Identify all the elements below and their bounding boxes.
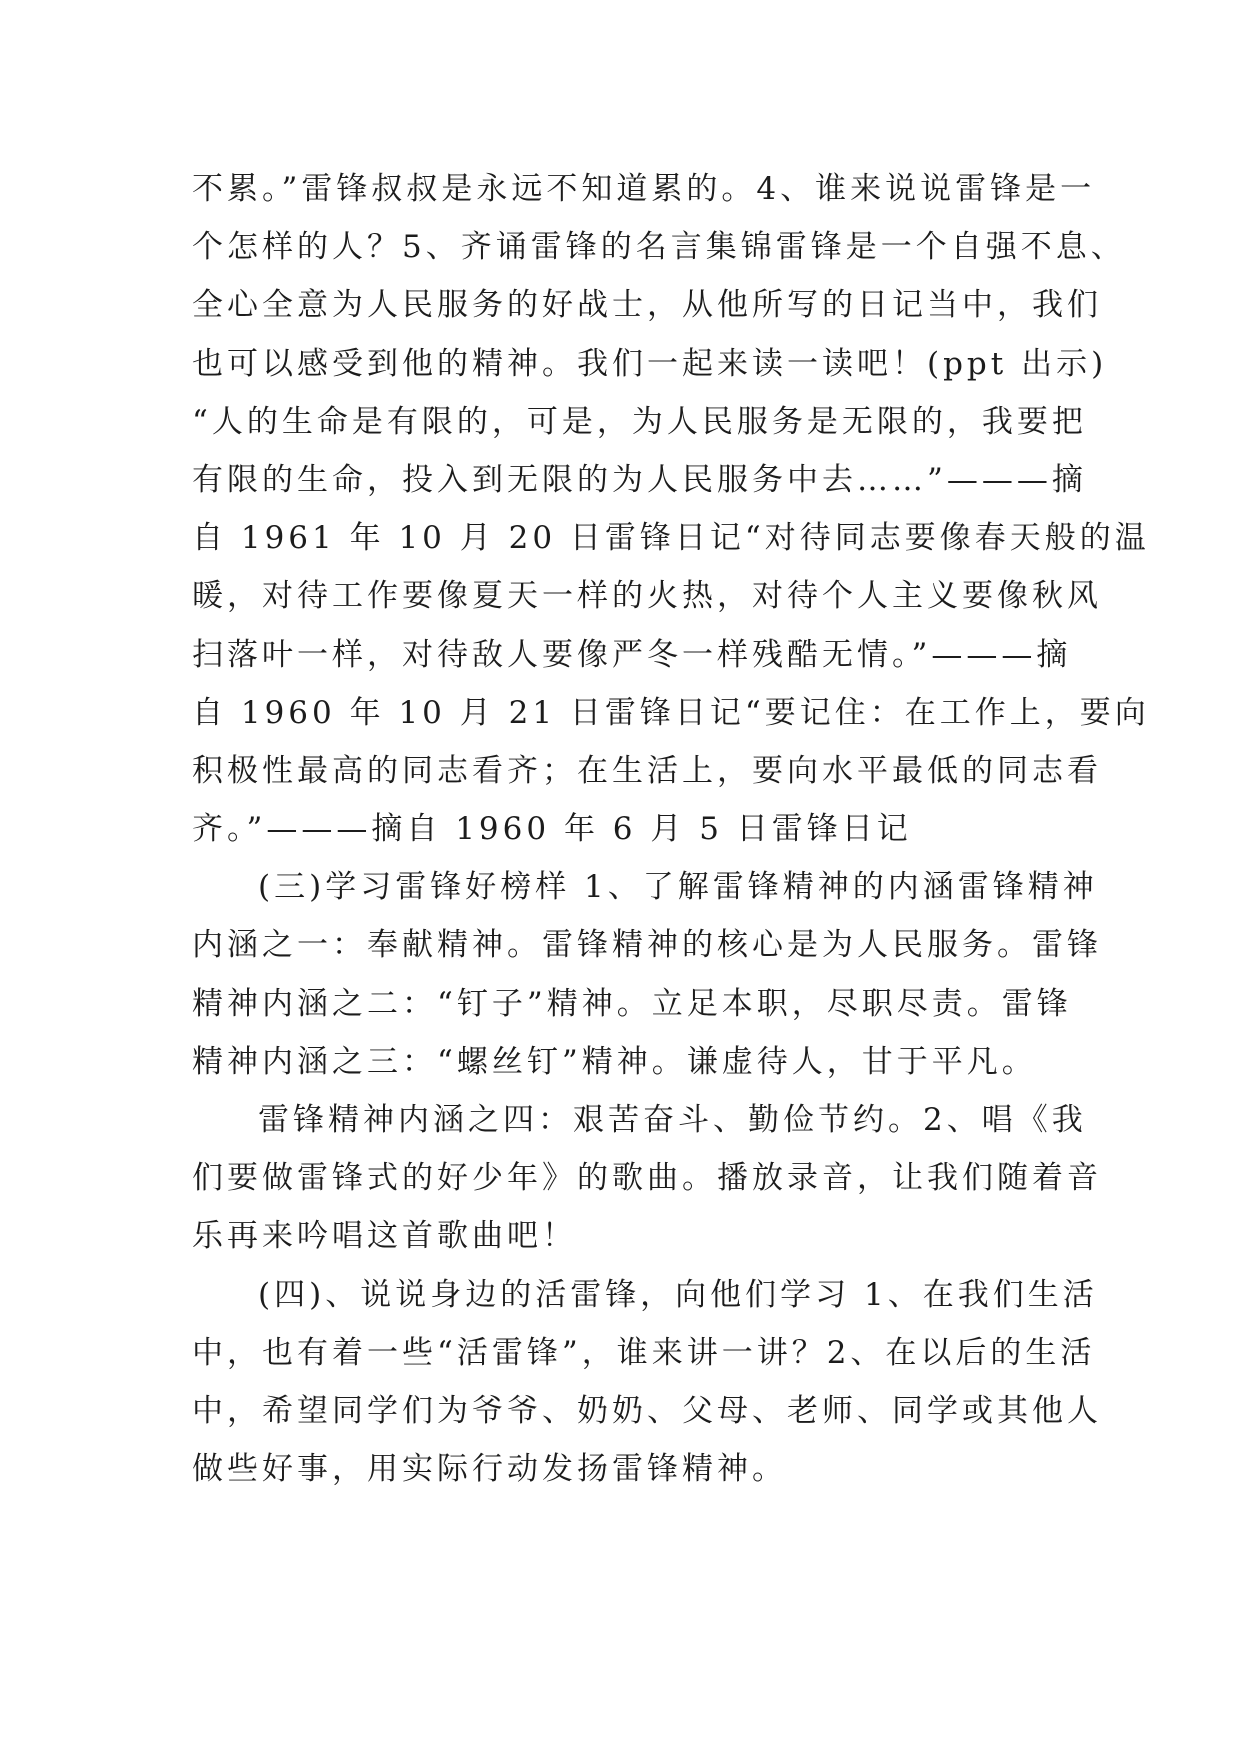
text-line: 精神内涵之三：“螺丝钉”精神。谦虚待人，甘于平凡。	[192, 1043, 1037, 1080]
text-line: “人的生命是有限的，可是，为人民服务是无限的，我要把	[192, 403, 1087, 440]
text-line: 中，也有着一些“活雷锋”，谁来讲一讲？2、在以后的生活	[192, 1334, 1096, 1371]
text-line: 也可以感受到他的精神。我们一起来读一读吧！(ppt 出示)	[192, 345, 1108, 382]
text-line: 暖，对待工作要像夏天一样的火热，对待个人主义要像秋风	[192, 578, 1102, 615]
text-line: 们要做雷锋式的好少年》的歌曲。播放录音，让我们随着音	[192, 1160, 1102, 1197]
text-line: 自 1961 年 10 月 20 日雷锋日记“对待同志要像春天般的温	[192, 520, 1150, 557]
text-line: 乐再来吟唱这首歌曲吧！	[192, 1218, 577, 1255]
text-line: 内涵之一：奉献精神。雷锋精神的核心是为人民服务。雷锋	[192, 927, 1102, 964]
text-line: 精神内涵之二：“钉子”精神。立足本职，尽职尽责。雷锋	[192, 985, 1072, 1022]
text-line: 自 1960 年 10 月 21 日雷锋日记“要记住：在工作上，要向	[192, 694, 1150, 731]
text-line: 积极性最高的同志看齐；在生活上，要向水平最低的同志看	[192, 752, 1102, 789]
text-line: 中，希望同学们为爷爷、奶奶、父母、老师、同学或其他人	[192, 1392, 1102, 1429]
text-line: 扫落叶一样，对待敌人要像严冬一样残酷无情。”———摘	[192, 636, 1072, 673]
text-line: 齐。”———摘自 1960 年 6 月 5 日雷锋日记	[192, 811, 912, 848]
document-body	[192, 160, 1150, 1498]
text-line: 不累。”雷锋叔叔是永远不知道累的。4、谁来说说雷锋是一	[192, 171, 1096, 207]
text-line: 个怎样的人？5、齐诵雷锋的名言集锦雷锋是一个自强不息、	[192, 229, 1126, 266]
text-line: 有限的生命，投入到无限的为人民服务中去……”———摘	[192, 461, 1087, 498]
text-line: 做些好事，用实际行动发扬雷锋精神。	[192, 1451, 787, 1488]
text-line: 雷锋精神内涵之四：艰苦奋斗、勤俭节约。2、唱《我	[258, 1102, 1087, 1138]
text-line: 全心全意为人民服务的好战士，从他所写的日记当中，我们	[192, 287, 1102, 324]
text-line: (四)、说说身边的活雷锋，向他们学习 1、在我们生活	[258, 1276, 1098, 1313]
text-line: (三)学习雷锋好榜样 1、了解雷锋精神的内涵雷锋精神	[258, 869, 1098, 906]
